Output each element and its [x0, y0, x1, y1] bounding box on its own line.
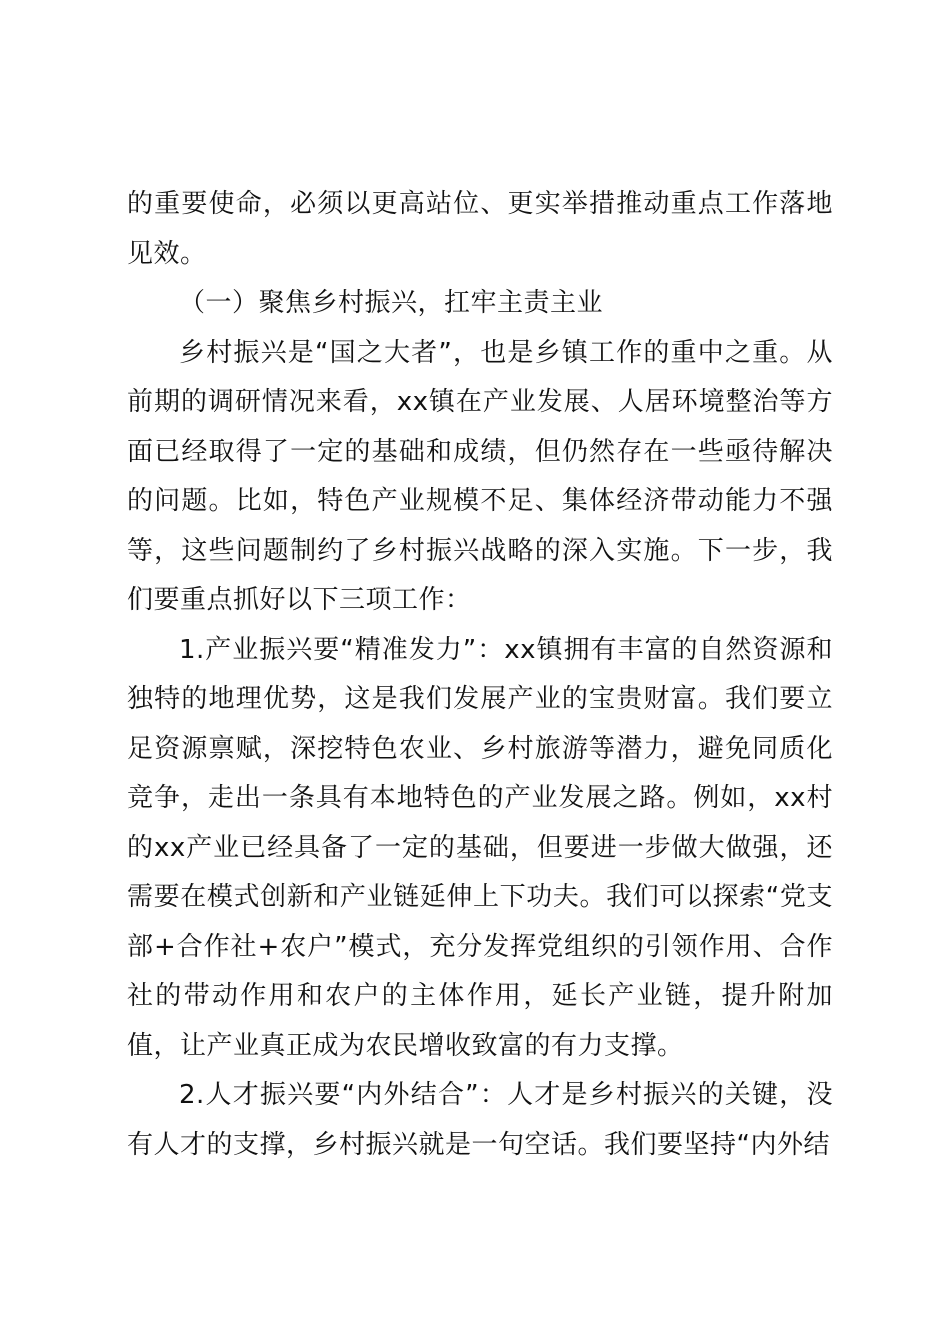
document-body: [127, 180, 833, 1170]
paragraph-continuation: 的重要使命，必须以更高站位、更实举措推动重点工作落地见效。: [127, 189, 833, 269]
paragraph-industry-revitalization: 1.产业振兴要“精准发力”：xx镇拥有丰富的自然资源和独特的地理优势，这是我们发展产业的宝贵财富。我们要立足资源禀赋，深挖特色农业、乡村旅游等潜力，避免同质化竞争，走出一条具有本地特色的产业发展之路。例如，xx村的xx产业已经具备了一定的基础，但要进一步做大做强，还需要在模式创新和产业链延伸上下功夫。我们可以探索“党支部+合作社+农户”模式，充分发挥党组织的引领作用、合作社的带动作用和农户的主体作用，延长产业链，提升附加值，让产业真正成为农民增收致富的有力支撑。: [127, 634, 833, 1061]
paragraph-talent-revitalization: 2.人才振兴要“内外结合”：人才是乡村振兴的关键，没有人才的支撑，乡村振兴就是一句空话。我们要坚持“内外结: [127, 1080, 833, 1160]
paragraph-rural-revitalization: 乡村振兴是“国之大者”，也是乡镇工作的重中之重。从前期的调研情况来看，xx镇在产业发展、人居环境整治等方面已经取得了一定的基础和成绩，但仍然存在一些亟待解决的问题。比如，特色产业规模不足、集体经济带动能力不强等，这些问题制约了乡村振兴战略的深入实施。下一步，我们要重点抓好以下三项工作：: [127, 337, 833, 615]
section-heading: （一）聚焦乡村振兴，扛牢主责主业: [179, 288, 604, 318]
